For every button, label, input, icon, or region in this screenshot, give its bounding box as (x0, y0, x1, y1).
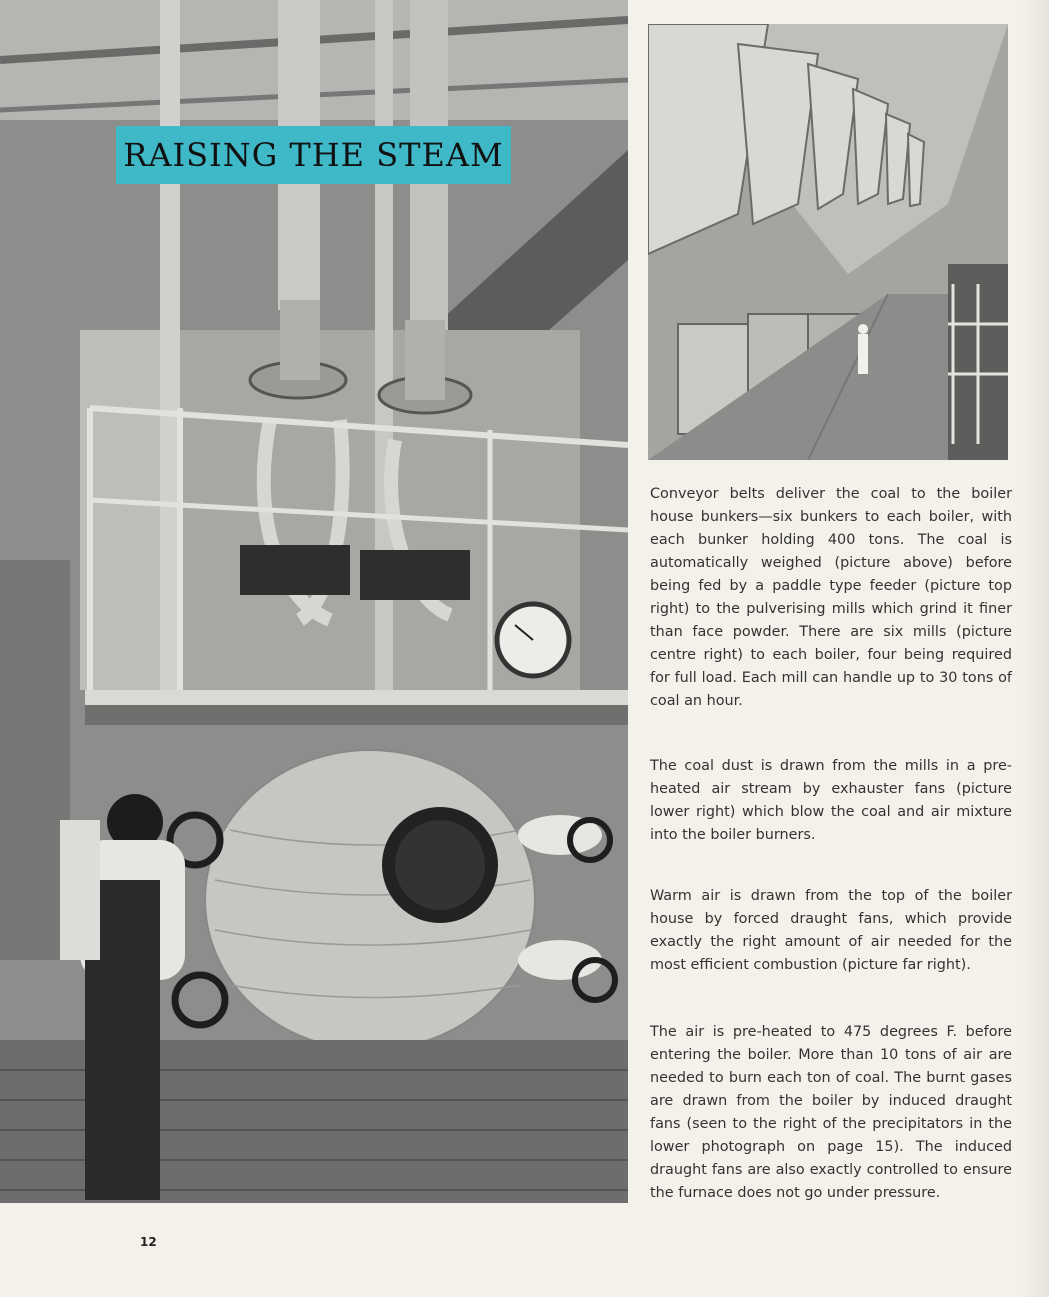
page-edge-shadow (1019, 0, 1049, 1297)
bunker-photo (648, 24, 1008, 460)
page-number: 12 (140, 1235, 157, 1249)
page-title: RAISING THE STEAM (123, 136, 504, 174)
title-banner (116, 126, 511, 184)
paragraph: Warm air is drawn from the top of the boiler house by forced draught fans, which provide exactly the right amount of air needed for the most efficient combustion (picture far right). (650, 888, 1012, 973)
paragraph: Conveyor belts deliver the coal to the boiler house bunkers—six bunkers to each boiler, with each bunker holding 400 tons. The coal is automatically weighed (picture above) before being fed by a paddle type feeder (picture top right) to the pulverising mills which grind it finer than face powder. There are six mills (picture centre right) to each boiler, four being required for full load. Each mill can handle up to 30 tons of coal an hour. (650, 486, 1012, 709)
paragraph: The air is pre-heated to 475 degrees F. before entering the boiler. More than 10 tons of air are needed to burn each ton of coal. The burnt gases are drawn from the boiler by induced draught fans (seen to the right of the precipitators in the lower photograph on page 15). The induced draught fans are also exactly controlled to ensure the furnace does not go under pressure. (650, 1024, 1012, 1201)
paragraph: The coal dust is drawn from the mills in a pre-heated air stream by exhauster fans (picture lower right) which blow the coal and air mixture into the boiler burners. (650, 758, 1012, 843)
